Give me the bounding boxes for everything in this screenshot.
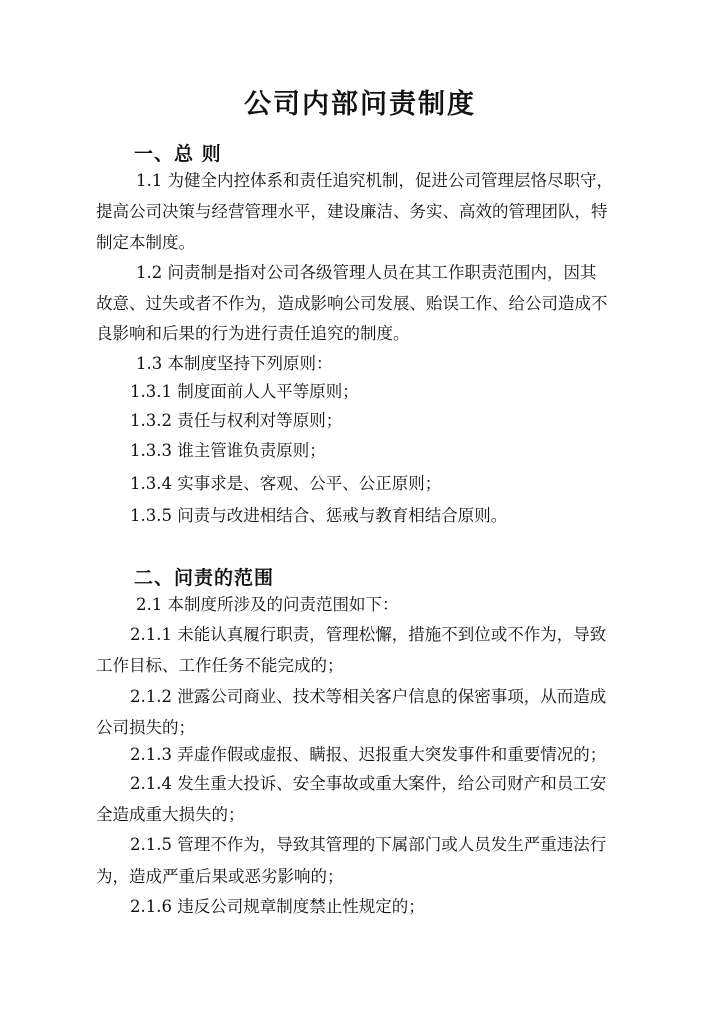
item-2-1-4-line-1: 2.1.4 发生重大投诉、安全事故或重大案件，给公司财产和员工安 xyxy=(130,774,607,793)
item-2-1-6: 2.1.6 违反公司规章制度禁止性规定的； xyxy=(130,897,425,916)
paragraph-1-2-line-3: 良影响和后果的行为进行责任追究的制度。 xyxy=(96,324,410,343)
section-heading-general: 一、总 则 xyxy=(134,143,222,165)
document-title: 公司内部问责制度 xyxy=(244,89,476,120)
paragraph-1-1-line-3: 制定本制度。 xyxy=(96,233,195,252)
item-2-1-2-line-1: 2.1.2 泄露公司商业、技术等相关客户信息的保密事项，从而造成 xyxy=(130,687,607,706)
item-2-1-3: 2.1.3 弄虚作假或虚报、瞒报、迟报重大突发事件和重要情况的； xyxy=(130,745,607,764)
principle-2: 1.3.2 责任与权利对等原则； xyxy=(130,411,343,430)
paragraph-1-1-line-1: 1.1 为健全内控体系和责任追究机制，促进公司管理层恪尽职守， xyxy=(136,171,613,190)
paragraph-1-2-line-2: 故意、过失或者不作为，造成影响公司发展、贻误工作、给公司造成不 xyxy=(96,294,608,313)
item-2-1-4-line-2: 全造成重大损失的； xyxy=(96,805,245,824)
principle-5: 1.3.5 问责与改进相结合、惩戒与教育相结合原则。 xyxy=(130,506,508,525)
item-2-1-5-line-2: 为，造成严重后果或恶劣影响的； xyxy=(96,867,344,886)
paragraph-1-1-line-2: 提高公司决策与经营管理水平，建设廉洁、务实、高效的管理团队，特 xyxy=(96,202,608,221)
paragraph-2-1: 2.1 本制度所涉及的问责范围如下： xyxy=(136,595,399,614)
principle-1: 1.3.1 制度面前人人平等原则； xyxy=(130,382,359,401)
paragraph-1-3: 1.3 本制度坚持下列原则： xyxy=(136,354,333,373)
item-2-1-1-line-2: 工作目标、工作任务不能完成的； xyxy=(96,656,344,675)
item-2-1-5-line-1: 2.1.5 管理不作为，导致其管理的下属部门或人员发生严重违法行 xyxy=(130,835,607,854)
item-2-1-2-line-2: 公司损失的； xyxy=(96,718,195,737)
principle-4: 1.3.4 实事求是、客观、公平、公正原则； xyxy=(130,474,442,493)
paragraph-1-2-line-1: 1.2 问责制是指对公司各级管理人员在其工作职责范围内，因其 xyxy=(136,263,597,282)
section-heading-scope: 二、问责的范围 xyxy=(134,567,275,589)
principle-3: 1.3.3 谁主管谁负责原则； xyxy=(130,441,326,460)
item-2-1-1-line-1: 2.1.1 未能认真履行职责，管理松懈，措施不到位或不作为，导致 xyxy=(130,625,607,644)
